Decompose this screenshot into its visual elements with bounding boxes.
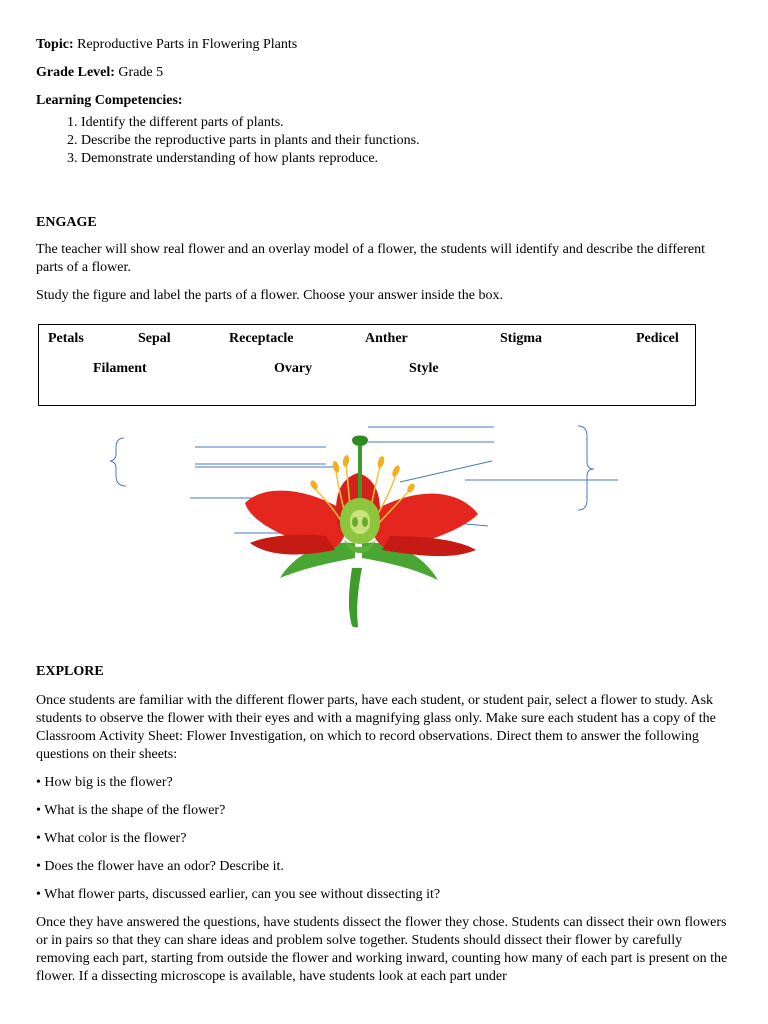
explore-paragraph: Once students are familiar with the different flower parts, have each student, or student pair, select a flower to study. Ask students to observe the flower with their eyes and with a magnifying glass only. Make sure each student has a copy of the Classroom Activity Sheet: Flower Investigation, on which to record observations. Direct them to answer the following questions on their sheets: [36,693,716,762]
word-bank-item: Pedicel [636,331,679,346]
word-bank-item: Stigma [500,331,542,346]
word-bank-item: Receptacle [229,331,294,346]
stigma [352,436,368,447]
petal-left-lower [250,535,335,555]
explore-section [36,663,728,986]
question-item: • How big is the flower? [36,775,173,790]
explore-heading: EXPLORE [36,664,104,679]
word-bank-item: Style [409,361,439,376]
word-bank-item: Anther [365,331,408,346]
word-bank-item: Ovary [274,361,313,376]
anther [309,479,319,491]
question-item: • Does the flower have an odor? Describe it. [36,859,284,874]
grade-label: Grade Level: [36,65,115,80]
grade-value: Grade 5 [118,65,164,80]
stem [349,568,362,628]
competency-item: 1. Identify the different parts of plants. [81,114,728,132]
ovule [352,517,358,527]
grade-line [36,64,728,82]
engage-instruction: Study the figure and label the parts of a flower. Choose your answer inside the box. [36,288,503,303]
topic-label: Topic: [36,37,74,52]
question-item: • What color is the flower? [36,831,187,846]
word-bank-item: Filament [93,361,147,376]
topic-value: Reproductive Parts in Flowering Plants [77,37,298,52]
topic-line [36,36,728,54]
question-item: • What flower parts, discussed earlier, can you see without dissecting it? [36,887,441,902]
competencies-list [36,114,728,168]
word-bank-item: Petals [48,331,84,346]
left-bracket [110,438,126,486]
anther [342,455,350,468]
label-line [400,461,492,482]
explore-paragraph-2: Once they have answered the questions, have students dissect the flower they chose. Students can dissect their own flowers or in pairs so that they can share ideas and problem solve together. Students should dissect their flower by carefully removing each part, starting from outside the flower and working inward, counting how many of each part is present on the flower. If a dissecting microscope is available, have students look at each part under [36,915,728,984]
engage-paragraph: The teacher will show real flower and an overlay model of a flower, the students will identify and describe the different parts of a flower. [36,242,705,275]
right-bracket [578,426,594,510]
engage-section [36,214,728,305]
engage-heading: ENGAGE [36,215,97,230]
anther [391,464,402,477]
competencies-heading: Learning Competencies: [36,93,183,108]
flower-diagram [100,418,640,633]
worksheet-page [36,36,728,168]
style [358,446,362,504]
competency-item: 3. Demonstrate understanding of how plants reproduce. [81,150,728,168]
ovule [362,517,368,527]
word-bank-box [38,324,696,406]
word-bank-item: Sepal [138,331,171,346]
competency-item: 2. Describe the reproductive parts in plants and their functions. [81,132,728,150]
anther [377,455,386,468]
question-item: • What is the shape of the flower? [36,803,226,818]
